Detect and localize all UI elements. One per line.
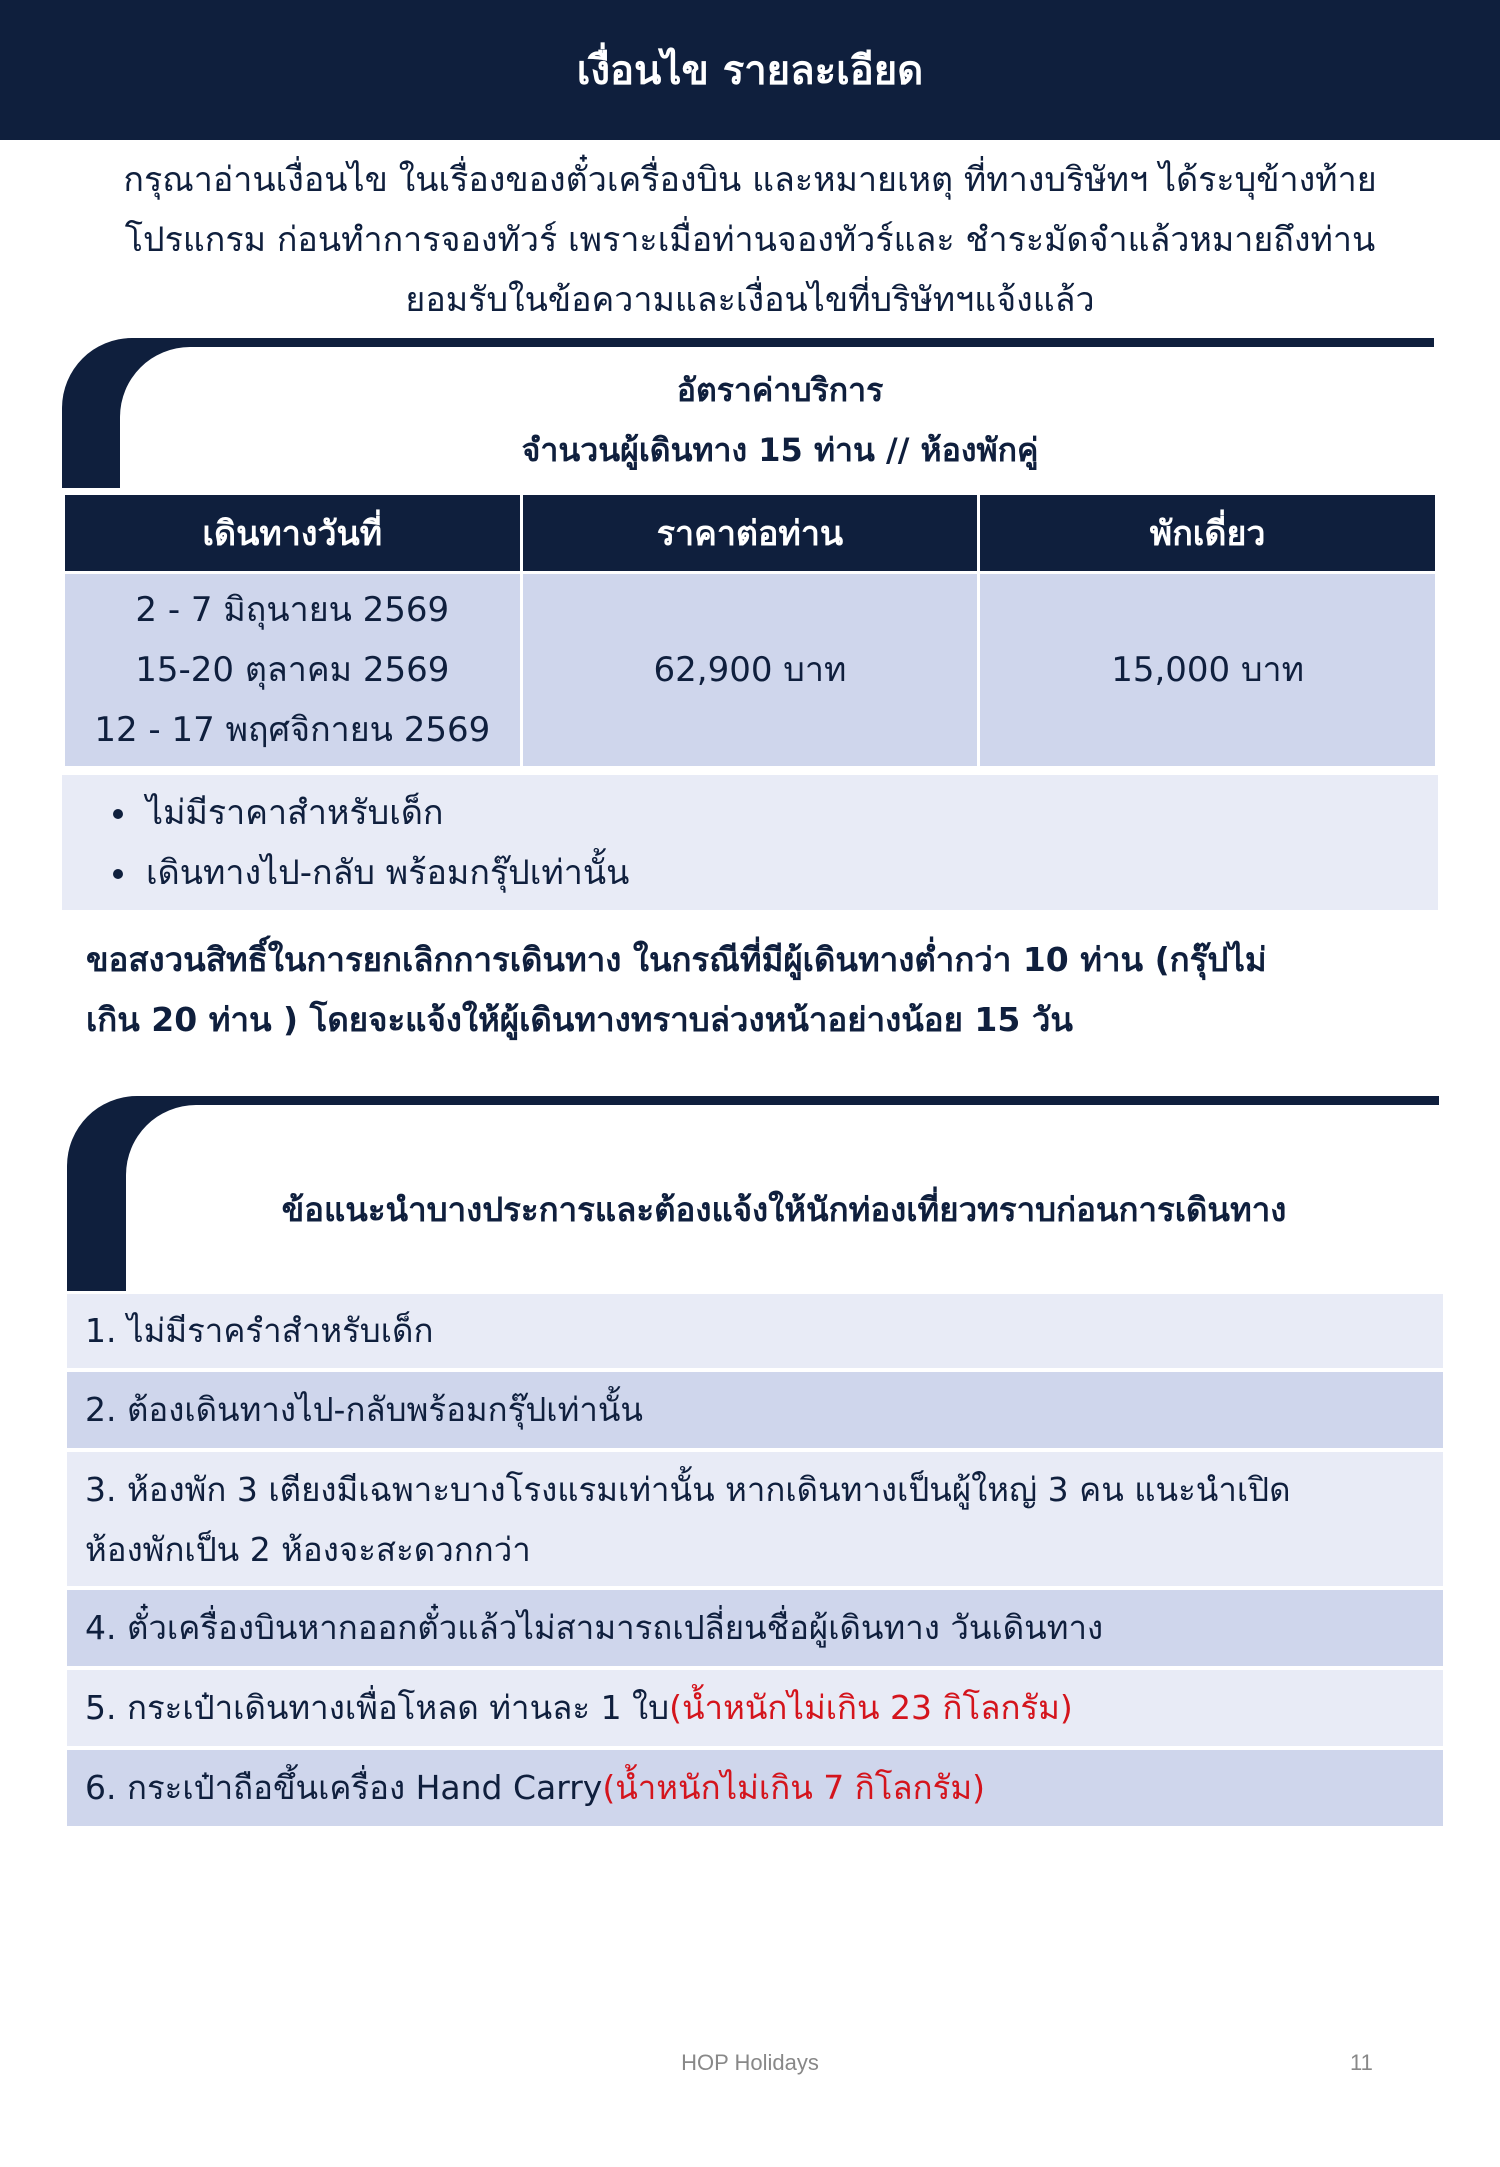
cancellation-line: เกิน 20 ท่าน ) โดยจะแจ้งให้ผู้เดินทางทราบล่วงหน้าอย่างน้อย 15 วัน — [86, 1000, 1073, 1039]
travel-date: 12 - 17 พฤศจิกายน 2569 — [94, 710, 491, 750]
advice-text: 1. ไม่มีราครำสำหรับเด็ก — [85, 1311, 434, 1350]
intro-line: โปรแกรม ก่อนทำการจองทัวร์ เพราะเมื่อท่านจองทัวร์และ ชำระมัดจำแล้วหมายถึงท่าน — [124, 220, 1376, 260]
advice-text: ห้องพักเป็น 2 ห้องจะสะดวกกว่า — [85, 1530, 531, 1569]
rates-table — [62, 492, 1438, 769]
list-item — [67, 1294, 1443, 1372]
travel-date: 2 - 7 มิถุนายน 2569 — [135, 590, 450, 630]
cancellation-line: ขอสงวนสิทธิ์ในการยกเลิกการเดินทาง ในกรณีที่มีผู้เดินทางต่ำกว่า 10 ท่าน (กรุ๊ปไม่ — [86, 940, 1267, 979]
intro-line: ยอมรับในข้อความและเงื่อนไขที่บริษัทฯแจ้งแล้ว — [405, 280, 1095, 320]
intro-line: กรุณาอ่านเงื่อนไข ในเรื่องของตั๋วเครื่องบิน และหมายเหตุ ที่ทางบริษัทฯ ได้ระบุข้างท้าย — [123, 160, 1377, 200]
advice-list — [67, 1294, 1443, 1830]
rates-table-header-row — [64, 494, 1437, 573]
advice-title: ข้อแนะนำบางประการและต้องแจ้งให้นักท่องเที่ยวทราบก่อนการเดินทาง — [281, 1190, 1287, 1229]
weight-limit-note: (น้ำหนักไม่เกิน 7 กิโลกรัม) — [602, 1768, 985, 1807]
page-number: 11 — [1350, 2050, 1373, 2075]
list-item — [67, 1372, 1443, 1452]
rates-notes — [62, 775, 1438, 910]
list-item — [67, 1670, 1443, 1750]
list-item: • เดินทางไป-กลับ พร้อมกรุ๊ปเท่านั้น — [140, 843, 1438, 903]
rates-title-block — [120, 360, 1440, 480]
advice-text: 6. กระเป๋าถือขึ้นเครื่อง Hand Carry — [85, 1768, 603, 1807]
weight-limit-note: (น้ำหนักไม่เกิน 23 กิโลกรัม) — [669, 1688, 1073, 1727]
page-header — [0, 0, 1500, 140]
list-item — [67, 1452, 1443, 1590]
single-supplement-cell: 15,000 บาท — [979, 573, 1437, 768]
list-item: • ไม่มีราคาสำหรับเด็ก — [140, 783, 1438, 843]
price-cell: 62,900 บาท — [521, 573, 979, 768]
advice-text: 5. กระเป๋าเดินทางเพื่อโหลด ท่านละ 1 ใบ — [85, 1688, 670, 1727]
advice-text: 2. ต้องเดินทางไป-กลับพร้อมกรุ๊ปเท่านั้น — [85, 1390, 643, 1429]
travel-dates-cell — [64, 573, 522, 768]
footer-brand: HOP Holidays — [681, 2050, 819, 2075]
list-item — [67, 1750, 1443, 1830]
rates-subtitle: จำนวนผู้เดินทาง 15 ท่าน // ห้องพักคู่ — [521, 431, 1039, 469]
column-header: เดินทางวันที่ — [64, 494, 522, 573]
cancellation-note — [86, 930, 1416, 1050]
column-header: พักเดี่ยว — [979, 494, 1437, 573]
rates-title: อัตราค่าบริการ — [676, 371, 884, 409]
table-row — [64, 573, 1437, 768]
advice-text: 3. ห้องพัก 3 เตียงมีเฉพาะบางโรงแรมเท่านั้น หากเดินทางเป็นผู้ใหญ่ 3 คน แนะนำเปิด — [85, 1470, 1291, 1509]
list-item — [67, 1590, 1443, 1670]
intro-paragraph — [58, 150, 1442, 330]
advice-text: 4. ตั๋วเครื่องบินหากออกตั๋วแล้วไม่สามารถเปลี่ยนชื่อผู้เดินทาง วันเดินทาง — [85, 1608, 1104, 1647]
page-title: เงื่อนไข รายละเอียด — [576, 48, 924, 94]
column-header: ราคาต่อท่าน — [521, 494, 979, 573]
travel-date: 15-20 ตุลาคม 2569 — [135, 650, 450, 690]
